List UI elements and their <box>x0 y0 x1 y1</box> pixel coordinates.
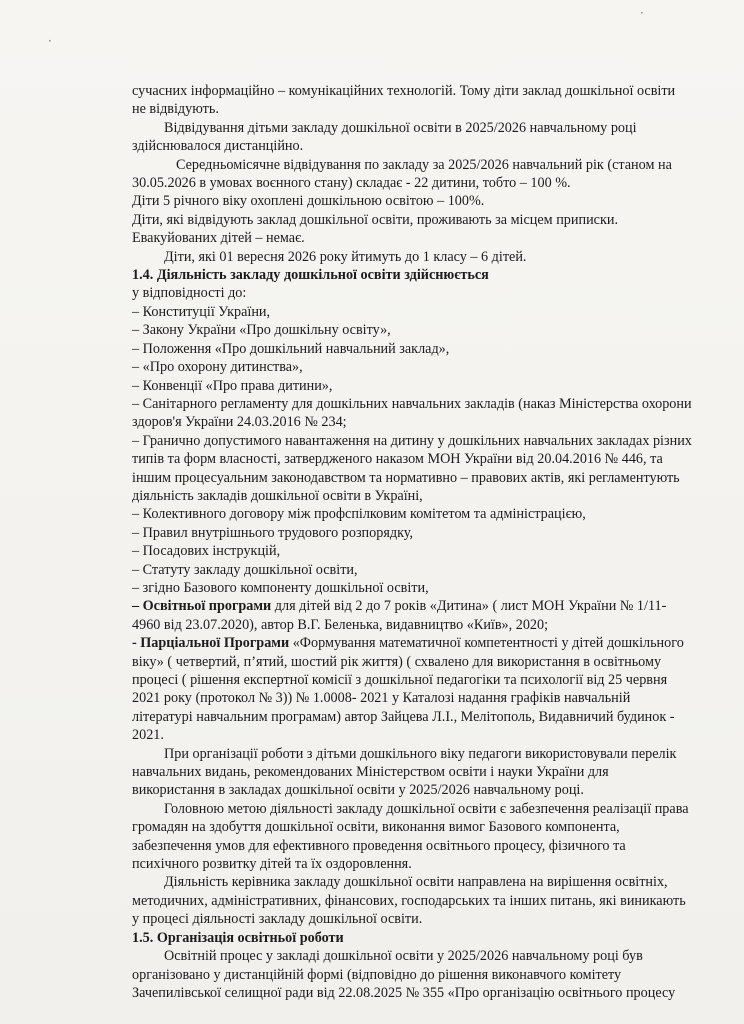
paragraph: Діти, які відвідують заклад дошкільної освіти, проживають за місцем приписки. <box>132 211 618 228</box>
paragraph: Діти, які 01 вересня 2026 року йтимуть до 1 класу – 6 дітей. <box>164 248 527 265</box>
section-heading: 1.5. Організація освітньої роботи <box>132 929 344 946</box>
list-item: – Санітарного регламенту для дошкільних навчальних закладів (наказ Міністерства охорони здоров'я України 24.03.2016 № 234; <box>132 395 692 431</box>
partial-program-label: - Парціальної Програми <box>132 635 290 652</box>
paragraph: Евакуйованих дітей – немає. <box>132 230 305 247</box>
paragraph: Діяльність керівника закладу дошкільної освіти направлена на вирішення освітніх, методичних, адміністративних, фінансових, господарських та інших питань, які виникають у процесі діяльності закладу дошкільної освіти. <box>132 874 686 928</box>
paragraph: Середньомісячне відвідування по закладу за 2025/2026 навчальний рік (станом на 30.05.2026 в умовах воєнного стану) складає - 22 дитини, тобто – 100 %. <box>132 156 672 192</box>
list-item-program <box>132 597 692 634</box>
program-text: для дітей від 2 до 7 років «Дитина» ( лист МОН України № 1/11- 4960 від 23.07.2020), автор В.Г. Беленька, видавництво «Київ», 2020; <box>132 598 667 633</box>
scan-mark: · <box>48 34 52 48</box>
list-item: – Правил внутрішнього трудового розпорядку, <box>132 524 413 541</box>
list-item: – Гранично допустимого навантаження на дитину у дошкільних навчальних закладах різних типів та форм власності, затвердженого наказом МОН України від 20.04.2016 № 446, та іншим процесуальним законодавством та нормативно – правових актів, які регламентують діяльність закладів дошкільної освіти в Україні, <box>132 432 692 504</box>
paragraph: Відвідування дітьми закладу дошкільної освіти в 2025/2026 навчальному році здійснювалося дистанційно. <box>132 119 637 155</box>
paragraph: Головною метою діяльності закладу дошкільної освіти є забезпечення реалізації права громадян на здобуття дошкільної освіти, виконання вимог Базового компонента, забезпечення умов для ефективного проведення освітнього процесу, фізичного та психічного розвитку дітей та їх оздоровлення. <box>132 800 689 873</box>
paragraph: сучасних інформаційно – комунікаційних технологій. Тому діти заклад дошкільної освіти не відвідують. <box>132 83 676 118</box>
document-body <box>132 82 692 1002</box>
paragraph: Освітній процес у закладі дошкільної освіти у 2025/2026 навчальному році був організовано у дистанційній формі (відповідно до рішення виконавчого комітету Зачепилівської селищної ради від 22.08.2025 № 355 «Про організацію освітнього процесу <box>132 948 676 1001</box>
list-item: – Колективного договору між профспілковим комітетом та адміністрацією, <box>132 506 586 523</box>
paragraph: Діти 5 річного віку охоплені дошкільною освітою – 100%. <box>132 193 485 210</box>
partial-program-text: «Формування математичної компетентності у дітей дошкільного віку» ( четвертий, п’ятий, шостий рік життя) ( схвалено для використання в освітньому процесі ( рішення експертної комісії з дошкільної педагогіки та психології від 25 червня 2021 року (протокол № 3)) № 1.0008- 2021 у Каталозі надання графіків навчальній літературі навчальним програмам) автор Зайцева Л.І., Мелітополь, Видавничий будинок - 2021. <box>132 635 684 744</box>
list-item: – «Про охорону дитинства», <box>132 359 303 376</box>
list-item: – Конституції України, <box>132 303 271 320</box>
list-item: – Статуту закладу дошкільної освіти, <box>132 561 358 578</box>
list-item: – згідно Базового компоненту дошкільної освіти, <box>132 579 429 596</box>
section-heading: 1.4. Діяльність закладу дошкільної освіти здійснюється <box>132 267 489 284</box>
list-item: – Конвенції «Про права дитини», <box>132 377 333 394</box>
list-item: – Положення «Про дошкільний навчальний заклад», <box>132 340 450 357</box>
program-label: – Освітньої програми <box>132 598 272 615</box>
scan-mark: · <box>640 6 644 20</box>
paragraph: у відповідності до: <box>132 285 247 302</box>
list-item-partial-program <box>132 634 692 744</box>
list-item: – Закону України «Про дошкільну освіту», <box>132 322 391 339</box>
list-item: – Посадових інструкцій, <box>132 543 281 560</box>
paragraph: При організації роботи з дітьми дошкільного віку педагоги використовували перелік навчальних видань, рекомендованих Міністерством освіти і науки України для використання в закладах дошкільної освіти у 2025/2026 навчальному році. <box>132 745 677 799</box>
